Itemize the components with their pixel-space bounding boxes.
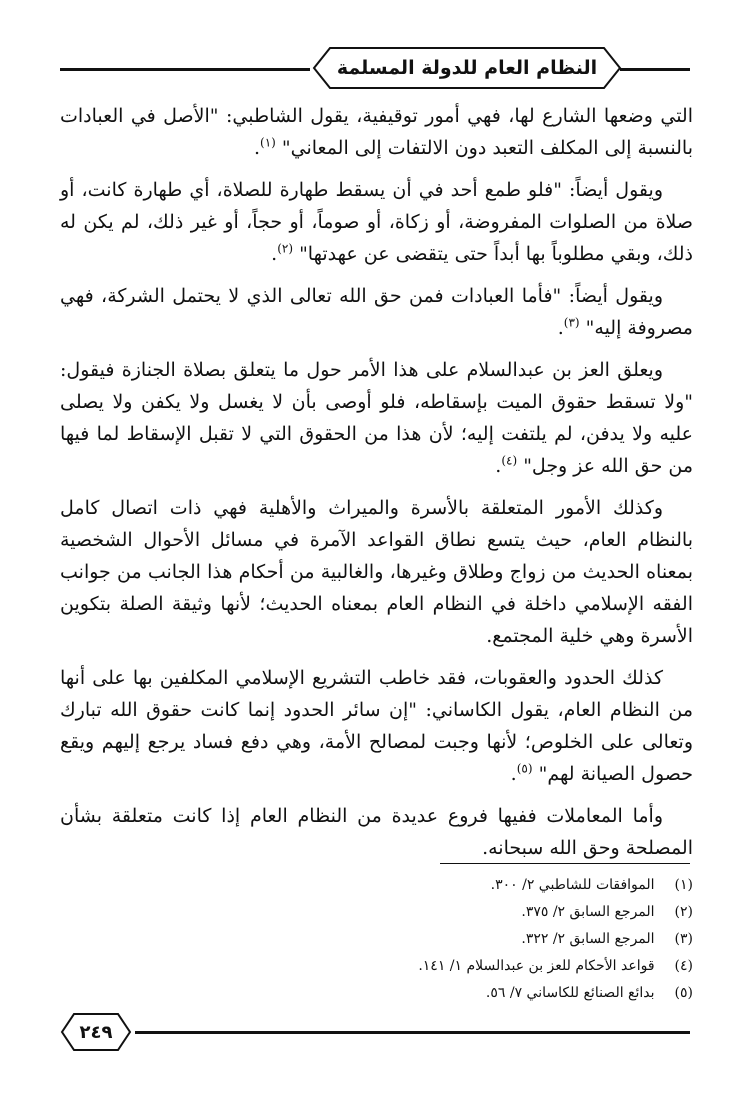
footnote-item [60, 953, 693, 980]
footnote-ref: (٥) [516, 761, 533, 776]
footnote-ref: (٣) [563, 315, 580, 330]
main-text [60, 100, 693, 874]
paragraph-text: التي وضعها الشارع لها، فهي أمور توقيفية، يقول الشاطبي: "الأصل في العبادات بالنسبة إلى المكلف التعبد دون الالتفات إلى المعاني" [60, 105, 693, 159]
running-header [60, 46, 690, 92]
paragraph-text: ويقول أيضاً: "فلو طمع أحد في أن يسقط طهارة للصلاة، أي طهارة كانت، أو صلاة من الصلوات المفروضة، أو زكاة، أو صوماً، أو حجاً، أو غير ذلك، لم يكن له ذلك، وبقي مطلوباً بها أبداً حتى يتقضى عن عهدتها" [60, 179, 693, 265]
footer-rule [135, 1031, 690, 1034]
footnote-text: بدائع الصنائع للكاساني ٧/ ٥٦. [485, 985, 655, 1001]
footnote-item [60, 926, 693, 953]
page-number-badge [60, 1012, 132, 1052]
footnote-separator [440, 863, 690, 864]
footnotes-list [60, 872, 693, 1007]
paragraph-text: وكذلك الأمور المتعلقة بالأسرة والميراث والأهلية فهي ذات اتصال كامل بالنظام العام، حيث يتسع نطاق القواعد الآمرة في مسائل الأحوال الشخصية بمعناه الحديث من زواج وطلاق وغيرها، والغالبية من أحكام هذا الجانب من جوانب الفقه الإسلامي داخلة في النظام العام بمعناه الحديث؛ لأنها وثيقة الصلة بتكوين الأسرة وهي خلية المجتمع. [60, 497, 693, 647]
footnote-text: قواعد الأحكام للعز بن عبدالسلام ١/ ١٤١. [418, 958, 655, 974]
footnote-text: المرجع السابق ٢/ ٣٧٥. [521, 904, 655, 920]
header-rule-left [60, 68, 310, 71]
paragraph [60, 800, 693, 864]
paragraph-text: وأما المعاملات ففيها فروع عديدة من النظام العام إذا كانت متعلقة بشأن المصلحة وحق الله سبحانه. [60, 805, 693, 859]
page-footer [60, 1012, 690, 1052]
page-number: ٢٤٩ [79, 1021, 113, 1043]
paragraph [60, 280, 693, 344]
paragraph-end: . [557, 317, 564, 339]
footnote-item [60, 899, 693, 926]
footnote-ref: (١) [260, 135, 276, 150]
footnote-number: (٤) [674, 958, 693, 974]
footnote-item [60, 980, 693, 1007]
footnote-number: (٥) [674, 985, 693, 1001]
paragraph-end: . [510, 763, 517, 785]
footnote-number: (١) [674, 877, 693, 893]
header-rule-right [620, 68, 690, 71]
paragraph-text: كذلك الحدود والعقوبات، فقد خاطب التشريع الإسلامي المكلفين بها على أنها من النظام العام، يقول الكاساني: "إن سائر الحدود إنما كانت حقوق الله تبارك وتعالى على الخلوص؛ لأنها وجبت لمصالح الأمة، وهي دفع فساد يرجع إليهم ويقع حصول الصيانة لهم" [60, 667, 693, 785]
paragraph-end: . [271, 243, 278, 265]
paragraph [60, 492, 693, 652]
footnote-ref: (٤) [501, 453, 518, 468]
footnote-item [60, 872, 693, 899]
paragraph [60, 174, 693, 270]
paragraph-text: ويقول أيضاً: "فأما العبادات فمن حق الله تعالى الذي لا يحتمل الشركة، فهي مصروفة إليه" [60, 285, 693, 339]
paragraph-end: . [253, 137, 260, 159]
footnote-text: المرجع السابق ٢/ ٣٢٢. [521, 931, 655, 947]
footnote-number: (٣) [674, 931, 693, 947]
paragraph-end: . [495, 455, 502, 477]
paragraph [60, 100, 693, 164]
paragraph [60, 354, 693, 482]
footnote-ref: (٢) [277, 241, 294, 256]
paragraph [60, 662, 693, 790]
footnote-text: الموافقات للشاطبي ٢/ ٣٠٠. [490, 877, 655, 893]
running-header-title: النظام العام للدولة المسلمة [336, 57, 598, 79]
header-title-badge [312, 46, 622, 90]
footnote-number: (٢) [674, 904, 693, 920]
paragraph-text: ويعلق العز بن عبدالسلام على هذا الأمر حول ما يتعلق بصلاة الجنازة فيقول: "ولا تسقط حقوق الميت بإسقاطه، فلو أوصى بأن لا يغسل ولا يكفن ولا يصلى عليه ولا يدفن، لم يلتفت إليه؛ لأن هذا من الحقوق التي لا تقبل الإسقاط لما فيها من حق الله عز وجل" [60, 359, 693, 477]
